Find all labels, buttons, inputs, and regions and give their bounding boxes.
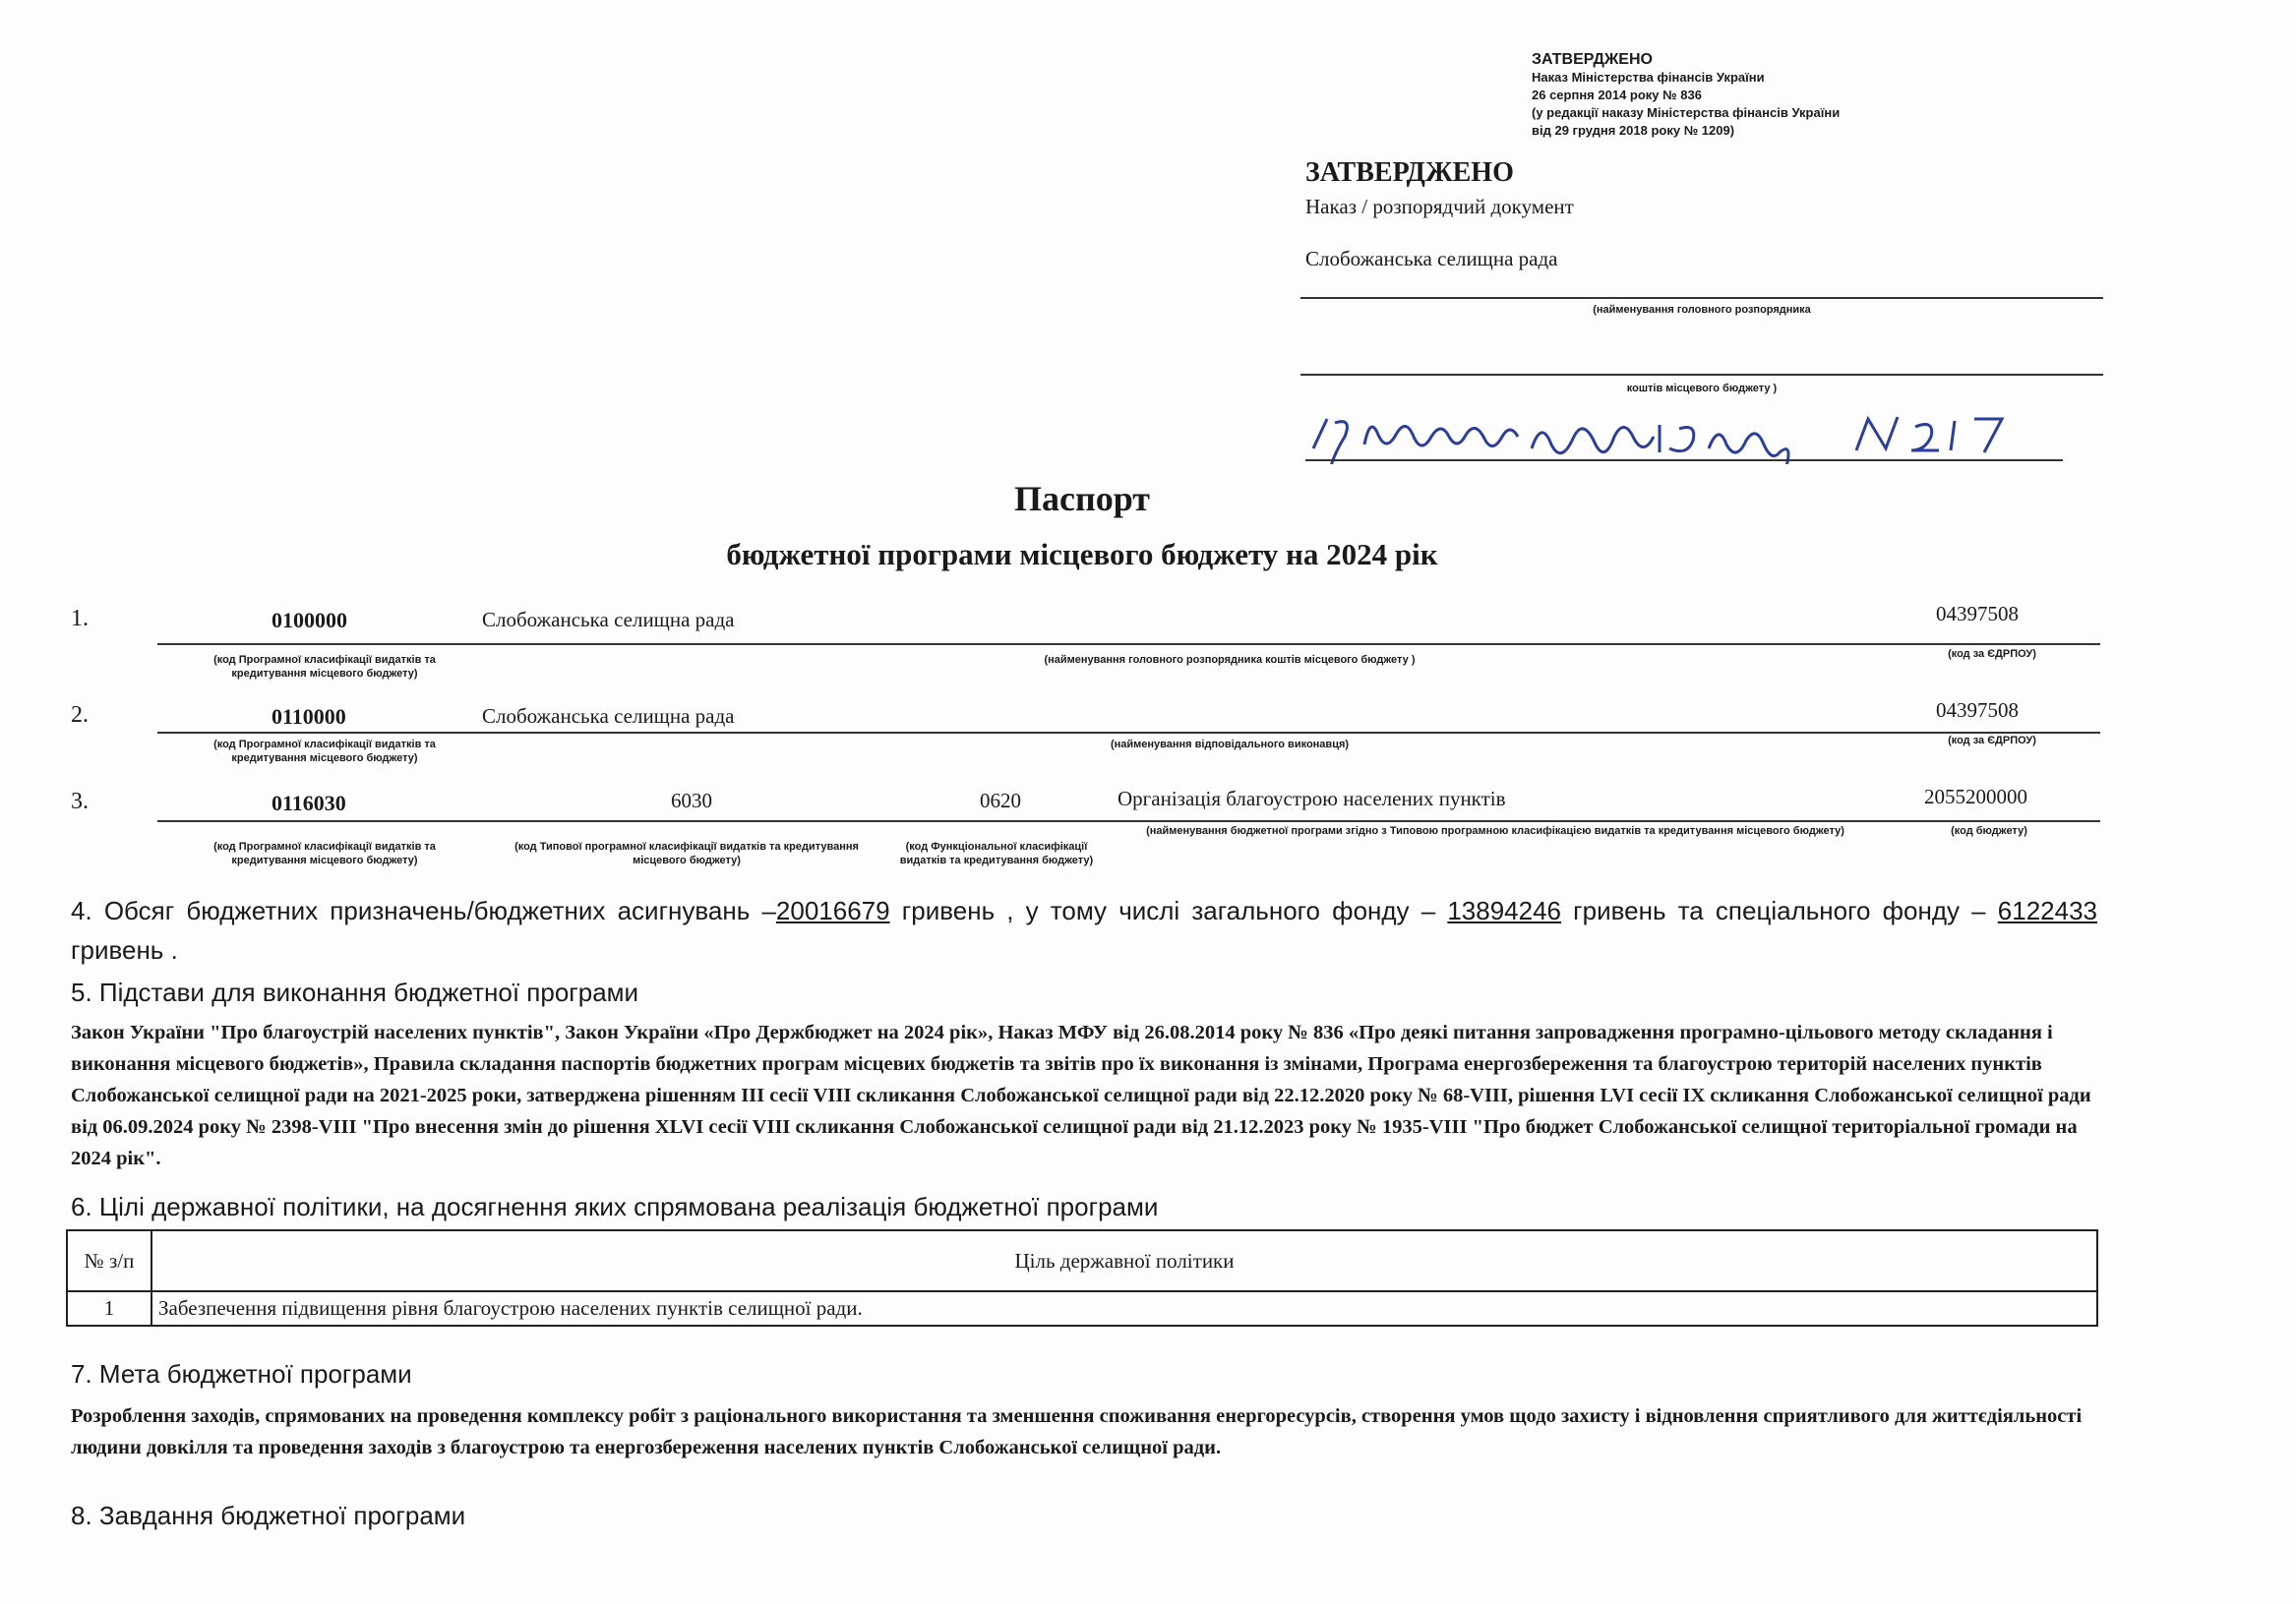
handwritten-date-signature bbox=[1305, 405, 2063, 464]
approval-stamp-top bbox=[1532, 51, 1840, 140]
row1-underline bbox=[157, 643, 2100, 645]
approval-org: Слобожанська селищна рада bbox=[1305, 247, 1558, 270]
row2-caption-edrpou: (код за ЄДРПОУ) bbox=[1948, 735, 2036, 746]
row1-caption-name: (найменування головного розпорядника коштів місцевого бюджету ) bbox=[1044, 654, 1416, 666]
section-7-heading: 7. Мета бюджетної програми bbox=[71, 1359, 412, 1389]
section-8-heading: 8. Завдання бюджетної програми bbox=[71, 1501, 466, 1530]
section4-text-2: гривень , у тому числі загального фонду – bbox=[889, 896, 1448, 925]
document-title: Паспорт bbox=[1014, 479, 1150, 518]
approval-blank-underline bbox=[1300, 374, 2103, 376]
goals-table bbox=[66, 1229, 2098, 1327]
row1-manager-name: Слобожанська селищна рада bbox=[482, 608, 735, 631]
table-row bbox=[67, 1291, 2097, 1326]
goals-col-num: № з/п bbox=[67, 1230, 151, 1291]
approval-top-line4: від 29 грудня 2018 року № 1209) bbox=[1532, 123, 1735, 138]
document-subtitle: бюджетної програми місцевого бюджету на 2024 рік bbox=[726, 537, 1438, 571]
approval-top-line2: 26 серпня 2014 року № 836 bbox=[1532, 88, 1702, 102]
row3-typical-code: 6030 bbox=[671, 789, 712, 812]
row3-underline bbox=[157, 820, 2100, 822]
row1-edrpou: 04397508 bbox=[1936, 602, 2019, 625]
section-4-budget-volume bbox=[71, 891, 2097, 970]
row1-caption-edrpou: (код за ЄДРПОУ) bbox=[1948, 648, 2036, 660]
approval-block bbox=[1305, 157, 1574, 271]
row2-underline bbox=[157, 732, 2100, 734]
row3-caption-typical: (код Типової програмної класифікації видатків та кредитування місцевого бюджету) bbox=[514, 841, 859, 866]
approval-caption-1: (найменування головного розпорядника bbox=[1593, 304, 1811, 316]
row2-program-code: 0110000 bbox=[272, 704, 346, 729]
section-5-heading: 5. Підстави для виконання бюджетної програми bbox=[71, 978, 639, 1007]
row2-executor-name: Слобожанська селищна рада bbox=[482, 704, 735, 728]
row3-caption-name: (найменування бюджетної програми згідно з Типовою програмною класифікацією видатків та кредитування місцевого бюджету) bbox=[1146, 825, 1844, 837]
row3-caption-code: (код Програмної класифікації видатків та кредитування місцевого бюджету) bbox=[213, 841, 436, 866]
goals-row-goal: Забезпечення підвищення рівня благоустрою населених пунктів селищної ради. bbox=[151, 1291, 2097, 1326]
section-5-text: Закон України "Про благоустрій населених пунктів", Закон України «Про Держбюджет на 2024 рік», Наказ МФУ від 26.08.2014 року № 836 «Про деякі питання запровадження програмно-цільового методу складання і виконання місцевого бюджетів», Правила складання паспортів бюджетних програм місцевих бюджетів та звітів про їх виконання із змінами, Програма енергозбереження та благоустрою територій населених пунктів Слобожанської селищної ради на 2021-2025 роки, затверджена рішенням ІІІ сесії VIII скликання Слобожанської селищної ради від 22.12.2020 року № 68-VIII, рішення LVI сесії IX скликання Слобожанської селищної ради від 06.09.2024 року № 2398-VIII "Про внесення змін до рішення XLVI сесії VIII скликання Слобожанської селищної ради від 21.12.2023 року № 1935-VIII "Про бюджет Слобожанської селищної територіальної громади на 2024 рік". bbox=[71, 1022, 2091, 1169]
row1-program-code: 0100000 bbox=[272, 608, 347, 632]
section4-total: 20016679 bbox=[775, 896, 890, 925]
row1-number: 1. bbox=[71, 606, 89, 631]
row2-edrpou: 04397508 bbox=[1936, 698, 2019, 722]
approval-doc-type: Наказ / розпорядчий документ bbox=[1305, 195, 1574, 218]
approval-title: ЗАТВЕРДЖЕНО bbox=[1305, 157, 1514, 188]
goals-table-header bbox=[67, 1230, 2097, 1291]
approval-top-line1: Наказ Міністерства фінансів України bbox=[1532, 70, 1765, 85]
section4-text-3: гривень та спеціального фонду – bbox=[1561, 896, 1998, 925]
row3-functional-code: 0620 bbox=[980, 789, 1021, 812]
row3-number: 3. bbox=[71, 789, 89, 814]
row2-caption-code: (код Програмної класифікації видатків та кредитування місцевого бюджету) bbox=[213, 739, 436, 764]
approval-org-underline bbox=[1300, 297, 2103, 299]
approval-top-line3: (у редакції наказу Міністерства фінансів України bbox=[1532, 105, 1841, 120]
row3-caption-functional: (код Функціональної класифікації видатків та кредитування бюджету) bbox=[899, 841, 1094, 866]
row3-program-name: Організація благоустрою населених пунктів bbox=[1118, 787, 1506, 810]
row1-caption-code: (код Програмної класифікації видатків та кредитування місцевого бюджету) bbox=[213, 654, 436, 680]
row3-program-code: 0116030 bbox=[272, 791, 346, 815]
section-6-heading: 6. Цілі державної політики, на досягнення яких спрямована реалізація бюджетної програми bbox=[71, 1192, 1159, 1221]
section4-special-fund: 6122433 bbox=[1997, 896, 2098, 925]
goals-col-goal: Ціль державної політики bbox=[151, 1230, 2097, 1291]
section-7-text: Розроблення заходів, спрямованих на проведення комплексу робіт з раціонального використання та зменшення споживання енергоресурсів, створення умов щодо захисту і відновлення сприятливого для життєдіяльності людини довкілля та проведення заходів з благоустрою та енергозбереження населених пунктів Слобожанської селищної ради. bbox=[71, 1405, 2083, 1458]
row3-budget-code: 2055200000 bbox=[1924, 785, 2027, 808]
approval-caption-2: коштів місцевого бюджету ) bbox=[1626, 383, 1778, 394]
row2-caption-name: (найменування відповідального виконавця) bbox=[1110, 739, 1350, 750]
section4-general-fund: 13894246 bbox=[1447, 896, 1562, 925]
section4-text-1: 4. Обсяг бюджетних призначень/бюджетних асигнувань – bbox=[71, 896, 776, 925]
row2-number: 2. bbox=[71, 702, 89, 728]
section4-text-4: гривень . bbox=[71, 935, 178, 965]
goals-row-num: 1 bbox=[67, 1291, 151, 1326]
row3-caption-budget: (код бюджету) bbox=[1951, 825, 2027, 837]
approval-top-title: ЗАТВЕРДЖЕНО bbox=[1532, 51, 1653, 68]
